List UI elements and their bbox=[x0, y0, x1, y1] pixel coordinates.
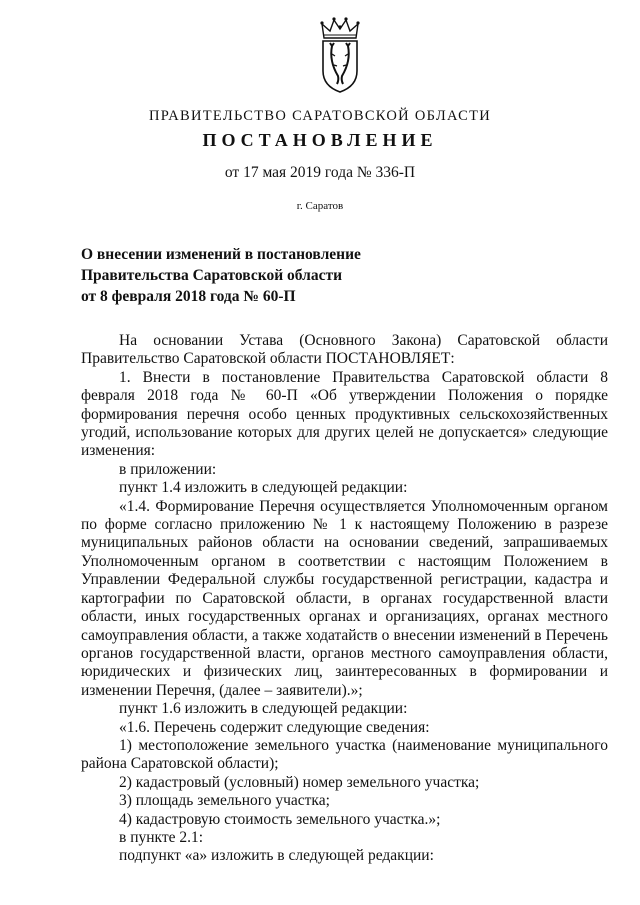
subject-line: О внесении изменений в постановление bbox=[81, 246, 361, 263]
paragraph: 4) кадастровую стоимость земельного участка.»; bbox=[119, 810, 441, 828]
subject-line: от 8 февраля 2018 года № 60-П bbox=[81, 288, 296, 305]
saratov-coat-of-arms-icon bbox=[318, 16, 362, 94]
paragraph: «1.6. Перечень содержит следующие сведения: bbox=[119, 718, 430, 736]
document-subject bbox=[81, 244, 361, 307]
paragraph: пункт 1.6 изложить в следующей редакции: bbox=[119, 700, 408, 718]
document-type: ПОСТАНОВЛЕНИЕ bbox=[202, 130, 438, 150]
government-name: ПРАВИТЕЛЬСТВО САРАТОВСКОЙ ОБЛАСТИ bbox=[148, 108, 492, 124]
paragraph: в приложении: bbox=[119, 460, 217, 478]
paragraph: На основании Устава (Основного Закона) Саратовской области Правительство Саратовской области ПОСТАНОВЛЯЕТ: bbox=[81, 332, 608, 368]
paragraph: пункт 1.4 изложить в следующей редакции: bbox=[119, 479, 408, 497]
paragraph: 3) площадь земельного участка; bbox=[119, 792, 330, 810]
document-body bbox=[81, 332, 608, 866]
document-city: г. Саратов bbox=[296, 200, 344, 212]
paragraph: 1. Внести в постановление Правительства Саратовской области 8 февраля 2018 года № 60-П «Об утверждении Положения о порядке формирования перечня особо ценных продуктивных сельскохозяйственных угодий, использование которых для других целей не допускается» следующие изменения: bbox=[81, 368, 608, 460]
paragraph: 1) местоположение земельного участка (наименование муниципального района Саратовской области); bbox=[81, 736, 608, 773]
paragraph: «1.4. Формирование Перечня осуществляется Уполномоченным органом по форме согласно приложению № 1 к настоящему Положению в разрезе муниципальных районов области на основании сведений, запрашиваемых Уполномоченным органом в соответствии с настоящим Положением в Управлении Федеральной службы государственной регистрации, кадастра и картографии по Саратовской области, в органах государственной власти области, иных государственных органах и организациях, органах местного самоуправления области, а также ходатайств о внесении изменений в Перечень органов государственной власти, органов местного самоуправления области, юридических и физических лиц, заинтересованных в формировании и изменении Перечня, (далее – заявители).»; bbox=[81, 497, 608, 699]
paragraph: подпункт «а» изложить в следующей редакции: bbox=[119, 847, 434, 865]
subject-line: Правительства Саратовской области bbox=[81, 267, 342, 284]
document-date-number: от 17 мая 2019 года № 336-П bbox=[224, 164, 416, 181]
paragraph: в пункте 2.1: bbox=[119, 828, 204, 846]
paragraph: 2) кадастровый (условный) номер земельного участка; bbox=[119, 773, 480, 791]
